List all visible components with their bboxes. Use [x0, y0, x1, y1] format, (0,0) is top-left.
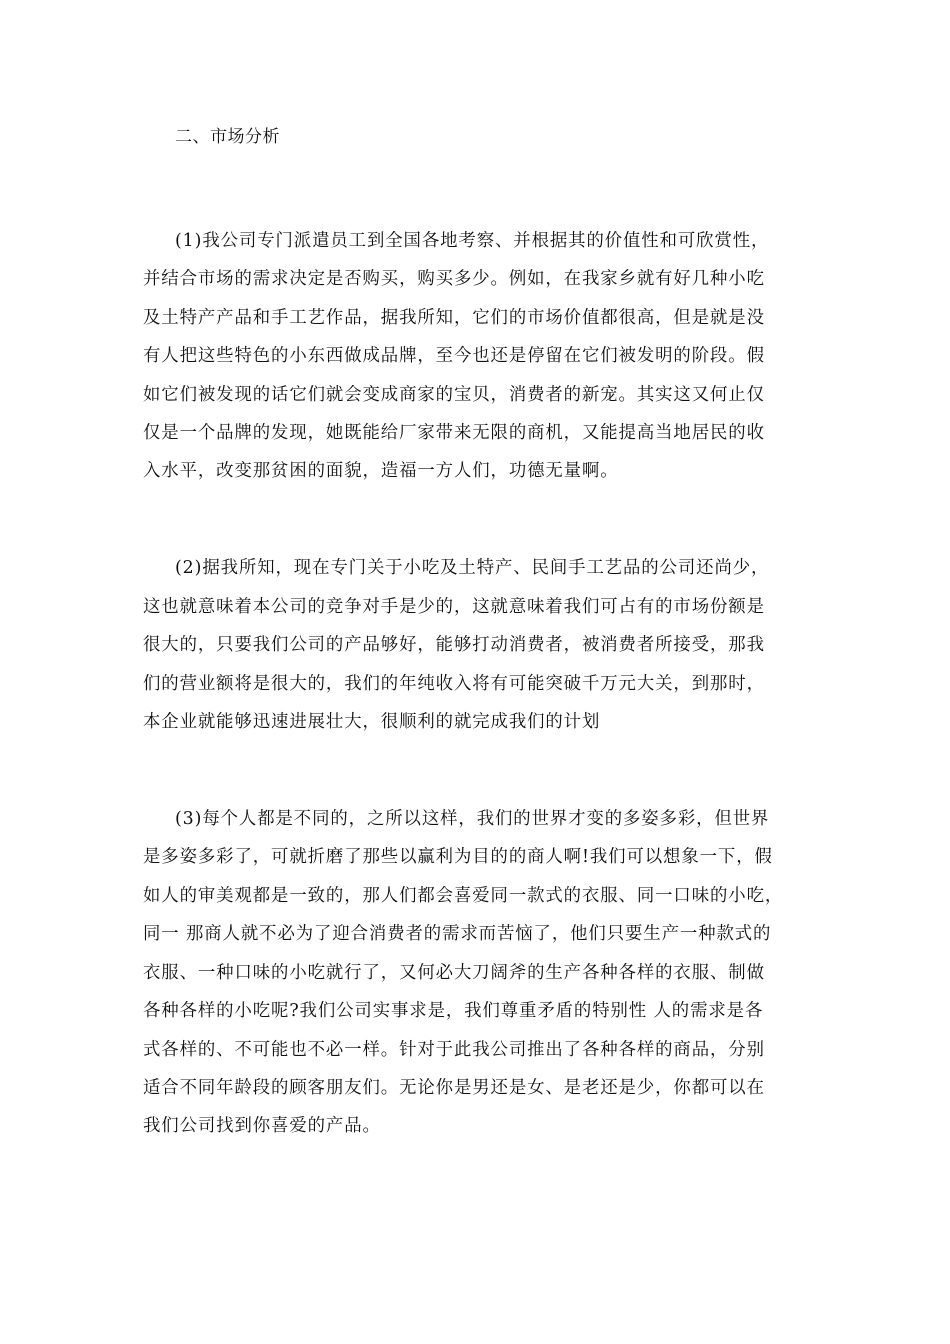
paragraph-line: 同一 那商人就不必为了迎合消费者的需求而苦恼了，他们只要生产一种款式的 [143, 924, 772, 944]
paragraph-line: (1)我公司专门派遣员工到全国各地考察、并根据其的价值性和可欣赏性， [175, 231, 770, 251]
paragraph-line: 有人把这些特色的小东西做成品牌，至今也还是停留在它们被发明的阶段。假 [143, 346, 765, 366]
paragraph-line: 我们公司找到你喜爱的产品。 [143, 1116, 381, 1136]
paragraph-line: 衣服、一种口味的小吃就行了，又何必大刀阔斧的生产各种各样的衣服、制做 [143, 963, 765, 983]
paragraph-line: 如人的审美观都是一致的，那人们都会喜爱同一款式的衣服、同一口味的小吃， [143, 886, 784, 906]
paragraph-line: 及土特产产品和手工艺作品，据我所知，它们的市场价值都很高，但是就是没 [143, 308, 765, 328]
paragraph-line: 适合不同年龄段的顾客朋友们。无论你是男还是女、是老还是少，你都可以在 [143, 1078, 765, 1098]
paragraph-line: 仅是一个品牌的发现，她既能给厂家带来无限的商机，又能提高当地居民的收 [143, 423, 765, 443]
paragraph-line: (2)据我所知，现在专门关于小吃及土特产、民间手工艺品的公司还尚少， [175, 558, 770, 578]
paragraph-line: 各种各样的小吃呢?我们公司实事求是，我们尊重矛盾的特别性 人的需求是各 [143, 1001, 764, 1021]
paragraph-line: 们的营业额将是很大的，我们的年纯收入将有可能突破千万元大关，到那时， [143, 674, 765, 694]
paragraph-line: 入水平，改变那贫困的面貌，造福一方人们，功德无量啊。 [143, 461, 619, 481]
section-heading: 二、市场分析 [175, 127, 280, 147]
paragraph-line: 式各样的、不可能也不必一样。针对于此我公司推出了各种各样的商品，分别 [143, 1040, 765, 1060]
paragraph-line: (3)每个人都是不同的，之所以这样，我们的世界才变的多姿多彩，但世界 [175, 809, 770, 829]
paragraph-line: 如它们被发现的话它们就会变成商家的宝贝，消费者的新宠。其实这又何止仅 [143, 385, 765, 405]
paragraph-line: 本企业就能够迅速进展壮大，很顺利的就完成我们的计划 [143, 712, 601, 732]
paragraph-line: 是多姿多彩了，可就折磨了那些以赢利为目的的商人啊!我们可以想象一下，假 [143, 847, 773, 867]
paragraph-line: 并结合市场的需求决定是否购买，购买多少。例如，在我家乡就有好几种小吃 [143, 269, 765, 289]
paragraph-line: 很大的，只要我们公司的产品够好，能够打动消费者，被消费者所接受，那我 [143, 635, 765, 655]
paragraph-line: 这也就意味着本公司的竞争对手是少的，这就意味着我们可占有的市场份额是 [143, 597, 765, 617]
